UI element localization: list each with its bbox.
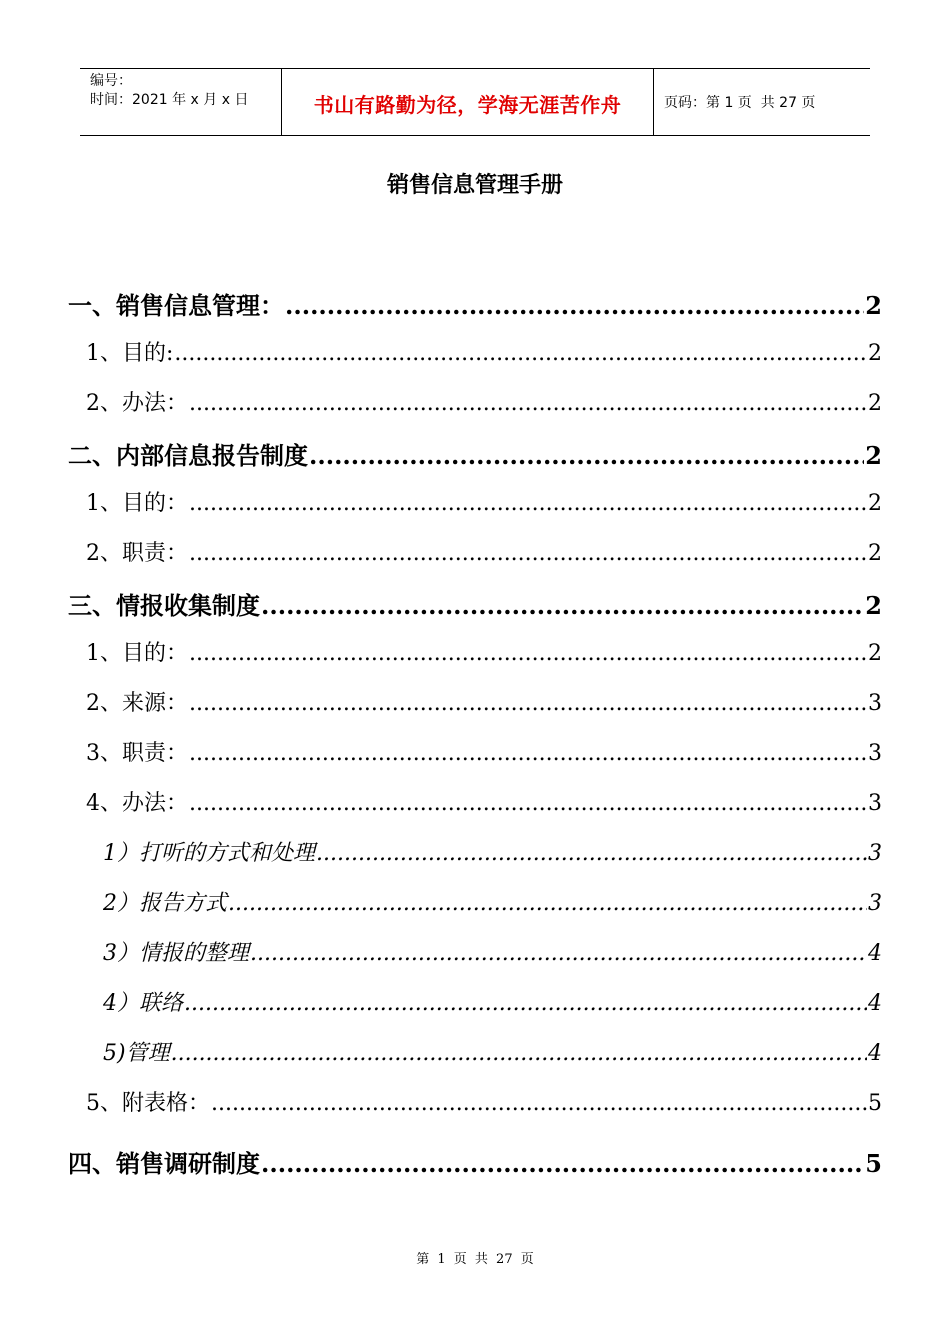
document-title: 销售信息管理手册	[386, 173, 563, 198]
toc-entry-label: 2、办法：	[86, 391, 188, 416]
toc-entry[interactable]	[86, 736, 882, 767]
toc-entry-page: 4	[868, 991, 882, 1016]
toc-entry-label: 1、目的：	[86, 491, 188, 516]
header-date: 时间：2021 年 x 月 x 日	[90, 92, 249, 108]
toc-entry[interactable]	[68, 1144, 882, 1179]
header-info	[80, 69, 282, 135]
page-footer: 第 1 页 共 27 页	[416, 1252, 534, 1267]
toc-leader-dots	[211, 1091, 867, 1116]
toc-entry[interactable]	[103, 886, 882, 917]
toc-leader-dots	[189, 391, 867, 416]
toc-entry-page: 2	[865, 441, 882, 470]
toc-entry[interactable]	[103, 986, 882, 1017]
toc-entry-label: 5、附表格：	[86, 1091, 210, 1116]
toc-leader-dots	[174, 341, 867, 366]
toc-leader-dots	[309, 441, 864, 470]
toc-entry[interactable]	[103, 836, 882, 867]
toc-entry[interactable]	[86, 486, 882, 517]
toc-entry-page: 3	[868, 891, 882, 916]
toc-leader-dots	[189, 691, 867, 716]
toc-entry[interactable]	[103, 936, 882, 967]
toc-entry[interactable]	[86, 636, 882, 667]
toc-entry-label: 1、目的:	[86, 341, 174, 366]
toc-entry-label: 2）报告方式	[103, 891, 227, 916]
toc-entry-page: 2	[868, 641, 882, 666]
page-header	[80, 68, 870, 136]
toc-entry[interactable]	[68, 436, 882, 471]
toc-leader-dots	[189, 641, 867, 666]
toc-leader-dots	[189, 491, 867, 516]
toc-entry-label: 1）打听的方式和处理	[103, 841, 315, 866]
toc-entry-label: 2、职责：	[86, 541, 188, 566]
header-number: 编号：	[90, 73, 132, 89]
toc-entry[interactable]	[86, 786, 882, 817]
header-page-label: 页码：第 1 页 共 27 页	[664, 95, 816, 111]
toc-leader-dots	[228, 891, 867, 916]
toc-leader-dots	[171, 1041, 867, 1066]
toc-leader-dots	[189, 741, 867, 766]
toc-entry-page: 5	[865, 1149, 882, 1178]
toc-entry-label: 4、办法：	[86, 791, 188, 816]
toc-entry[interactable]	[86, 1086, 882, 1117]
toc-entry-page: 4	[868, 1041, 882, 1066]
toc-entry-page: 2	[865, 291, 882, 320]
toc-entry[interactable]	[68, 286, 882, 321]
header-motto: 书山有路勤为径，学海无涯苦作舟	[282, 69, 654, 135]
toc-leader-dots	[261, 591, 864, 620]
toc-entry-page: 3	[868, 791, 882, 816]
toc-leader-dots	[316, 841, 867, 866]
toc-entry-page: 2	[868, 491, 882, 516]
toc-entry-label: 4）联络	[103, 991, 183, 1016]
toc-entry-label: 四、销售调研制度	[68, 1150, 260, 1178]
toc-entry-page: 4	[868, 941, 882, 966]
toc-entry-page: 3	[868, 691, 882, 716]
toc-leader-dots	[285, 291, 864, 320]
toc-leader-dots	[250, 941, 867, 966]
toc-entry-page: 2	[868, 391, 882, 416]
toc-entry-page: 2	[868, 541, 882, 566]
toc-entry[interactable]	[103, 1036, 882, 1067]
toc-leader-dots	[184, 991, 867, 1016]
toc-entry-page: 5	[868, 1091, 882, 1116]
toc-entry-label: 二、内部信息报告制度	[68, 442, 308, 470]
toc-entry-page: 3	[868, 741, 882, 766]
toc-entry-label: 3）情报的整理	[103, 941, 249, 966]
header-page-info	[654, 69, 870, 135]
toc-entry-label: 5)管理	[103, 1041, 170, 1066]
toc-entry[interactable]	[86, 336, 882, 367]
toc-entry-label: 一、销售信息管理：	[68, 292, 284, 320]
toc-entry[interactable]	[86, 386, 882, 417]
toc-entry-label: 3、职责：	[86, 741, 188, 766]
toc-entry-label: 三、情报收集制度	[68, 592, 260, 620]
toc-entry-label: 1、目的：	[86, 641, 188, 666]
toc-leader-dots	[189, 541, 867, 566]
toc-entry[interactable]	[86, 686, 882, 717]
toc-entry[interactable]	[86, 536, 882, 567]
toc-entry[interactable]	[68, 586, 882, 621]
toc-leader-dots	[189, 791, 867, 816]
toc-entry-page: 2	[868, 341, 882, 366]
toc-entry-page: 3	[868, 841, 882, 866]
toc-entry-page: 2	[865, 591, 882, 620]
toc-leader-dots	[261, 1149, 864, 1178]
toc-entry-label: 2、来源：	[86, 691, 188, 716]
